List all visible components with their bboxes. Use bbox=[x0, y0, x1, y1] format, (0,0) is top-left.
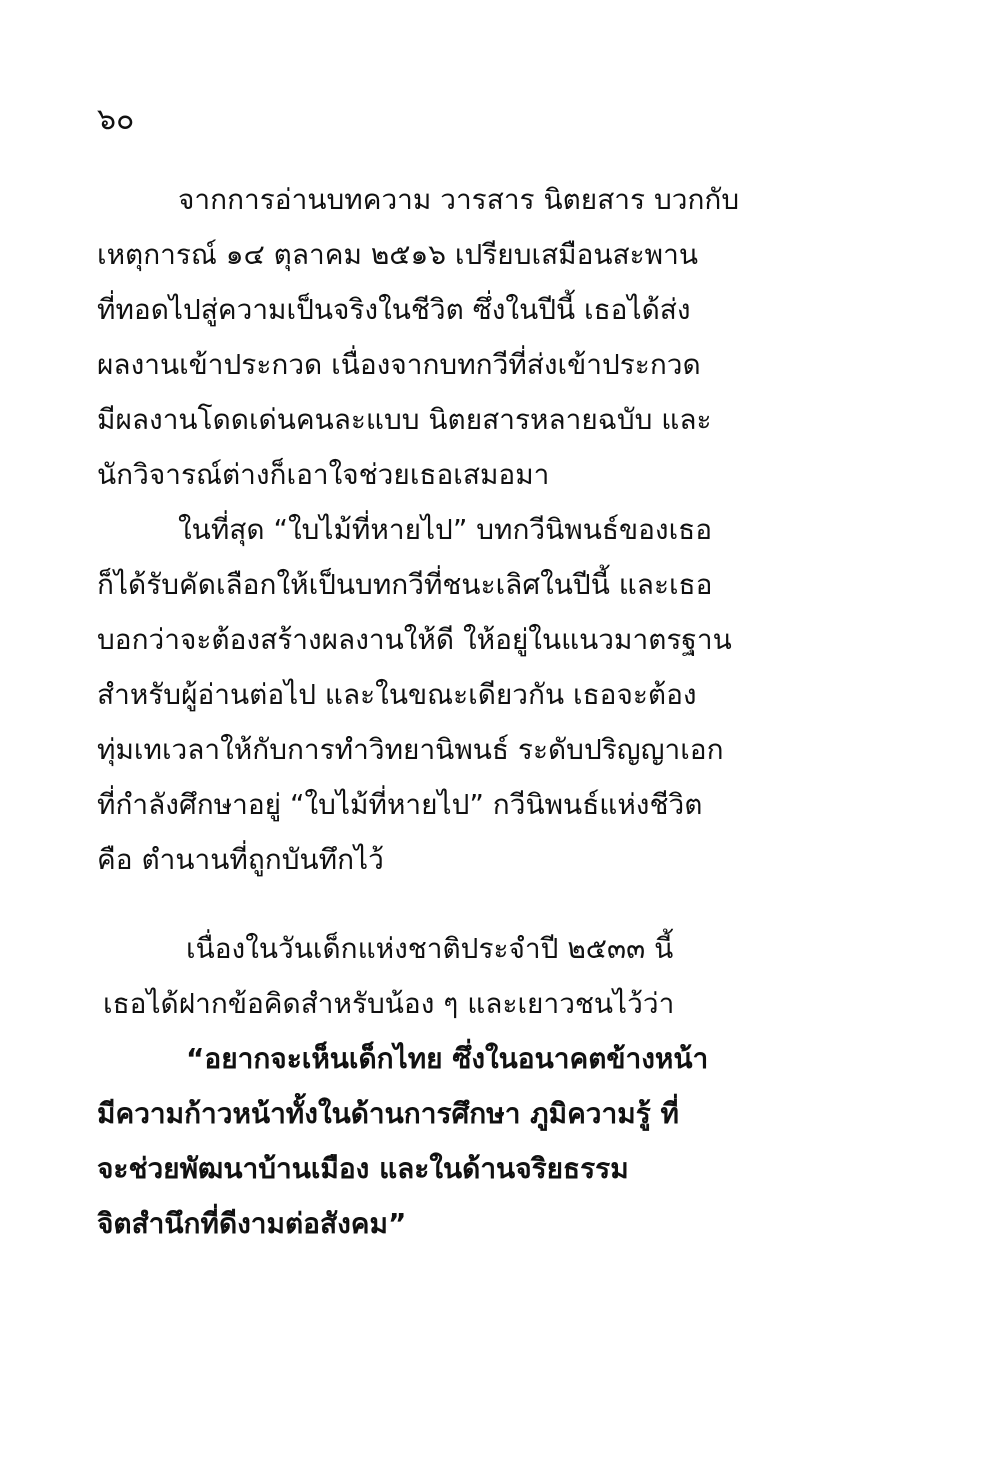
paragraph-line: จากการอ่านบทความ วารสาร นิตยสาร บวกกับ bbox=[178, 183, 740, 216]
paragraph-line: นักวิจารณ์ต่างก็เอาใจช่วยเธอเสมอมา bbox=[97, 458, 550, 491]
paragraph-line: ที่ทอดไปสู่ความเป็นจริงในชีวิต ซึ่งในปีนี้ เธอได้ส่ง bbox=[97, 293, 691, 326]
paragraph-line: สำหรับผู้อ่านต่อไป และในขณะเดียวกัน เธอจะต้อง bbox=[97, 678, 697, 711]
page-number: ๖๐ bbox=[97, 102, 135, 137]
paragraph-line: บอกว่าจะต้องสร้างผลงานให้ดี ให้อยู่ในแนวมาตรฐาน bbox=[97, 623, 732, 656]
quote-line: จิตสำนึกที่ดีงามต่อสังคม” bbox=[97, 1207, 407, 1240]
quote-line: มีความก้าวหน้าทั้งในด้านการศึกษา ภูมิความรู้ ที่ bbox=[97, 1097, 679, 1130]
paragraph-line: เนื่องในวันเด็กแห่งชาติประจำปี ๒๕๓๓ นี้ bbox=[186, 932, 674, 965]
paragraph-line: มีผลงานโดดเด่นคนละแบบ นิตยสารหลายฉบับ และ bbox=[97, 403, 712, 436]
paragraph-line: เธอได้ฝากข้อคิดสำหรับน้อง ๆ และเยาวชนไว้ว่า bbox=[103, 987, 675, 1020]
paragraph-line: ในที่สุด “ใบไม้ที่หายไป” บทกวีนิพนธ์ของเธอ bbox=[178, 513, 713, 546]
paragraph-line: เหตุการณ์ ๑๔ ตุลาคม ๒๕๑๖ เปรียบเสมือนสะพาน bbox=[97, 238, 699, 271]
quote-line: จะช่วยพัฒนาบ้านเมือง และในด้านจริยธรรม bbox=[97, 1152, 629, 1185]
paragraph-line: ทุ่มเทเวลาให้กับการทำวิทยานิพนธ์ ระดับปริญญาเอก bbox=[97, 733, 724, 766]
paragraph-line: คือ ตำนานที่ถูกบันทึกไว้ bbox=[97, 843, 384, 876]
paragraph-line: ก็ได้รับคัดเลือกให้เป็นบทกวีที่ชนะเลิศในปีนี้ และเธอ bbox=[97, 568, 713, 601]
paragraph-line: ผลงานเข้าประกวด เนื่องจากบทกวีที่ส่งเข้าประกวด bbox=[97, 348, 701, 381]
paragraph-line: ที่กำลังศึกษาอยู่ “ใบไม้ที่หายไป” กวีนิพนธ์แห่งชีวิต bbox=[97, 788, 703, 821]
quote-line: “อยากจะเห็นเด็กไทย ซึ่งในอนาคตข้างหน้า bbox=[186, 1042, 709, 1075]
